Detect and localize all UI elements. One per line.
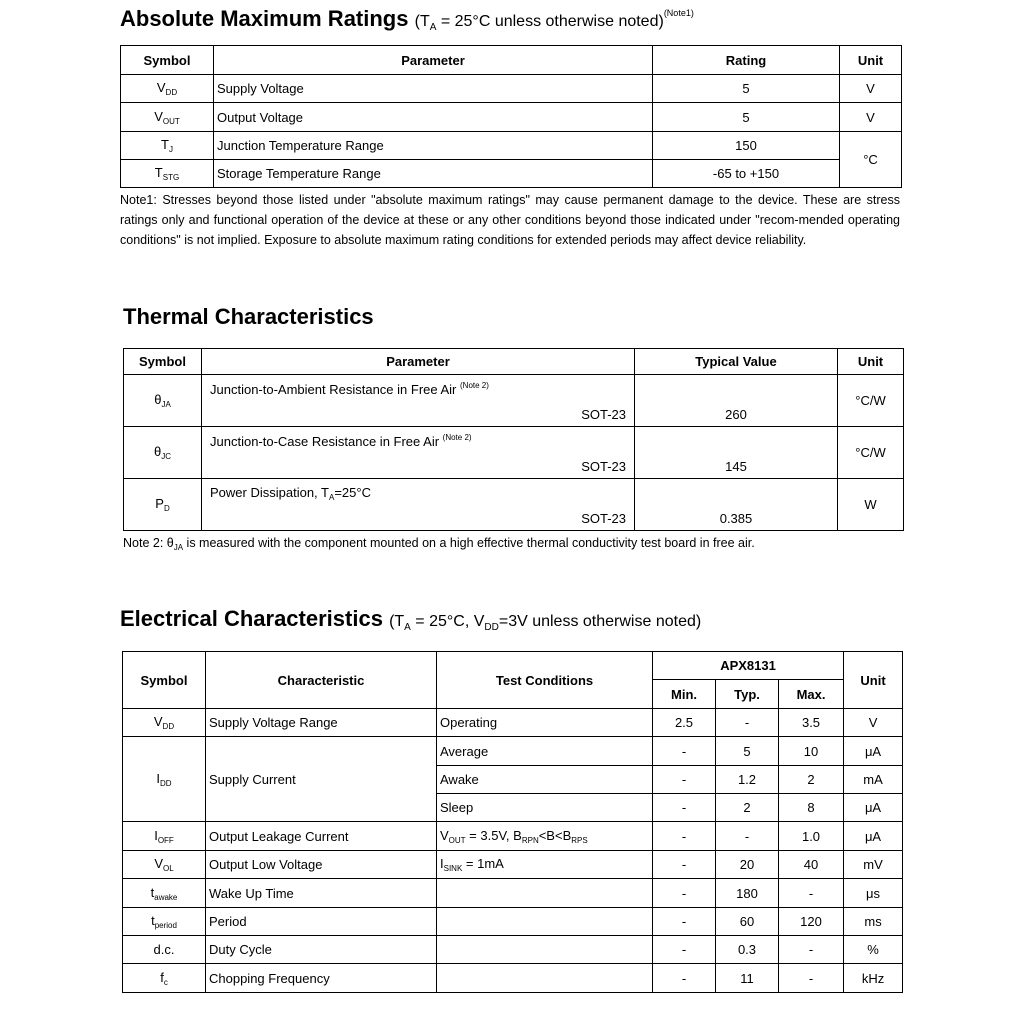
elec-header-characteristic: Characteristic [206, 652, 437, 709]
symbol-cell: $P_D$ [124, 479, 202, 531]
unit-cell: ms [844, 908, 903, 936]
test-cell [437, 936, 653, 964]
symbol-cell: $V_{OL}$ [123, 851, 206, 879]
symbol-cell: $t_{period}$ [123, 908, 206, 936]
test-cell [437, 879, 653, 908]
characteristic-cell: Supply Voltage Range [206, 709, 437, 737]
elec-heading [120, 606, 701, 633]
symbol-cell: $\theta_{JA}$ [124, 375, 202, 427]
amr-cond-post: = 25°C unless otherwise noted) [436, 13, 664, 30]
max-cell: - [779, 879, 844, 908]
elec-table [122, 651, 903, 993]
unit-cell: kHz [844, 964, 903, 993]
amr-header-parameter: Parameter [214, 46, 653, 75]
value-cell: 145 [635, 427, 838, 479]
value-cell: 0.385 [635, 479, 838, 531]
symbol-cell: $f_c$ [123, 964, 206, 993]
amr-header-rating: Rating [653, 46, 840, 75]
characteristic-cell: Output Low Voltage [206, 851, 437, 879]
max-cell: 8 [779, 794, 844, 822]
characteristic-cell: Period [206, 908, 437, 936]
unit-cell: μA [844, 737, 903, 766]
typ-cell: 20 [716, 851, 779, 879]
test-cell: Operating [437, 709, 653, 737]
elec-header-symbol: Symbol [123, 652, 206, 709]
unit-cell: °C/W [838, 375, 904, 427]
thermal-header-typical: Typical Value [635, 349, 838, 375]
rating-cell: 5 [653, 103, 840, 132]
unit-cell: μA [844, 822, 903, 851]
package-label: SOT-23 [581, 407, 626, 422]
unit-cell: % [844, 936, 903, 964]
elec-header-part: APX8131 [653, 652, 844, 680]
package-label: SOT-23 [581, 511, 626, 526]
symbol-cell: $V_{DD}$ [123, 709, 206, 737]
rating-cell: 150 [653, 132, 840, 160]
thermal-header-symbol: Symbol [124, 349, 202, 375]
characteristic-cell: Supply Current [206, 737, 437, 822]
table-row [123, 709, 903, 737]
parameter-cell [202, 375, 635, 427]
test-cell: Awake [437, 766, 653, 794]
min-cell: - [653, 964, 716, 993]
amr-cond-pre: (T [414, 13, 430, 30]
unit-cell: V [844, 709, 903, 737]
characteristic-cell: Chopping Frequency [206, 964, 437, 993]
table-row [121, 75, 902, 103]
parameter-cell [202, 427, 635, 479]
amr-title: Absolute Maximum Ratings [120, 6, 409, 31]
unit-cell: W [838, 479, 904, 531]
thermal-header-parameter: Parameter [202, 349, 635, 375]
typ-cell: 2 [716, 794, 779, 822]
symbol-cell: d.c. [123, 936, 206, 964]
symbol-cell: $V_{DD}$ [121, 75, 214, 103]
amr-note: Note1: Stresses beyond those listed under "absolute maximum ratings" may cause permanent damage to the device. These are stress ratings only and functional operation of the device at these or any other conditions beyond those indicated under "recom-mended operating conditions" is not implied. Exposure to absolute maximum rating conditions for extended periods may affect device reliability. [120, 193, 900, 247]
symbol-cell: $T_J$ [121, 132, 214, 160]
amr-conditions [414, 8, 694, 33]
elec-conditions: ($T_A = 25^\circ C$, $V_{DD}=3V$ unless otherwise noted) [389, 613, 702, 633]
unit-cell: mA [844, 766, 903, 794]
characteristic-cell: Output Leakage Current [206, 822, 437, 851]
amr-cond-sub: A [429, 22, 437, 33]
table-row [121, 103, 902, 132]
symbol-cell: $I_{OFF}$ [123, 822, 206, 851]
test-cell [437, 908, 653, 936]
symbol-cell: $t_{awake}$ [123, 879, 206, 908]
unit-cell: °C [840, 132, 902, 188]
table-row [123, 851, 903, 879]
table-row [123, 879, 903, 908]
amr-table [120, 45, 902, 188]
test-cell: $I_{SINK} = 1mA$ [437, 851, 653, 879]
amr-header-symbol: Symbol [121, 46, 214, 75]
table-row [123, 964, 903, 993]
typ-cell: 5 [716, 737, 779, 766]
min-cell: 2.5 [653, 709, 716, 737]
test-cell: Average [437, 737, 653, 766]
max-cell: 2 [779, 766, 844, 794]
unit-cell: V [840, 103, 902, 132]
min-cell: - [653, 794, 716, 822]
max-cell: - [779, 964, 844, 993]
table-row [123, 908, 903, 936]
min-cell: - [653, 936, 716, 964]
elec-header-min: Min. [653, 680, 716, 709]
max-cell: - [779, 936, 844, 964]
rating-cell: 5 [653, 75, 840, 103]
symbol-cell: $V_{OUT}$ [121, 103, 214, 132]
unit-cell: mV [844, 851, 903, 879]
characteristic-cell: Duty Cycle [206, 936, 437, 964]
max-cell: 40 [779, 851, 844, 879]
typ-cell: 0.3 [716, 936, 779, 964]
package-label: SOT-23 [581, 459, 626, 474]
parameter-cell: Junction Temperature Range [214, 132, 653, 160]
table-row [121, 132, 902, 160]
table-row [124, 375, 904, 427]
elec-header-unit: Unit [844, 652, 903, 709]
elec-header-typ: Typ. [716, 680, 779, 709]
amr-cond-sup: (Note1) [663, 8, 694, 18]
amr-heading [120, 6, 694, 33]
test-cell: Sleep [437, 794, 653, 822]
thermal-table [123, 348, 904, 531]
typ-cell: 180 [716, 879, 779, 908]
table-row [124, 427, 904, 479]
max-cell: 10 [779, 737, 844, 766]
characteristic-cell: Wake Up Time [206, 879, 437, 908]
table-row [121, 160, 902, 188]
unit-cell: V [840, 75, 902, 103]
min-cell: - [653, 879, 716, 908]
parameter-cell [202, 479, 635, 531]
symbol-cell: $I_{DD}$ [123, 737, 206, 822]
test-cell [437, 964, 653, 993]
parameter-text: Power Dissipation, $T_A=25^\circ C$ [210, 485, 371, 502]
thermal-title: Thermal Characteristics [123, 304, 374, 329]
table-row [124, 479, 904, 531]
typ-cell: - [716, 822, 779, 851]
min-cell: - [653, 822, 716, 851]
rating-cell: -65 to +150 [653, 160, 840, 188]
elec-header-max: Max. [779, 680, 844, 709]
table-row [123, 737, 903, 766]
typ-cell: - [716, 709, 779, 737]
min-cell: - [653, 737, 716, 766]
typ-cell: 11 [716, 964, 779, 993]
symbol-cell: $T_{STG}$ [121, 160, 214, 188]
test-cell: $V_{OUT} = 3.5V$, $B_{RPN}<B<B_{RPS}$ [437, 822, 653, 851]
max-cell: 3.5 [779, 709, 844, 737]
thermal-note: Note 2: $\theta_{JA}$ is measured with the component mounted on a high effective thermal conductivity test board in free air. [123, 536, 755, 552]
amr-header-unit: Unit [840, 46, 902, 75]
parameter-cell: Supply Voltage [214, 75, 653, 103]
max-cell: 1.0 [779, 822, 844, 851]
symbol-cell: $\theta_{JC}$ [124, 427, 202, 479]
typ-cell: 60 [716, 908, 779, 936]
parameter-cell: Storage Temperature Range [214, 160, 653, 188]
value-cell: 260 [635, 375, 838, 427]
unit-cell: °C/W [838, 427, 904, 479]
thermal-header-unit: Unit [838, 349, 904, 375]
min-cell: - [653, 851, 716, 879]
table-row [123, 822, 903, 851]
unit-cell: μA [844, 794, 903, 822]
table-row [123, 936, 903, 964]
elec-title: Electrical Characteristics [120, 606, 383, 631]
parameter-text: Junction-to-Case Resistance in Free Air $^{(Note 2)}$ [210, 433, 472, 449]
min-cell: - [653, 766, 716, 794]
min-cell: - [653, 908, 716, 936]
elec-header-test-conditions: Test Conditions [437, 652, 653, 709]
max-cell: 120 [779, 908, 844, 936]
parameter-cell: Output Voltage [214, 103, 653, 132]
typ-cell: 1.2 [716, 766, 779, 794]
unit-cell: μs [844, 879, 903, 908]
parameter-text: Junction-to-Ambient Resistance in Free Air $^{(Note 2)}$ [210, 381, 489, 397]
